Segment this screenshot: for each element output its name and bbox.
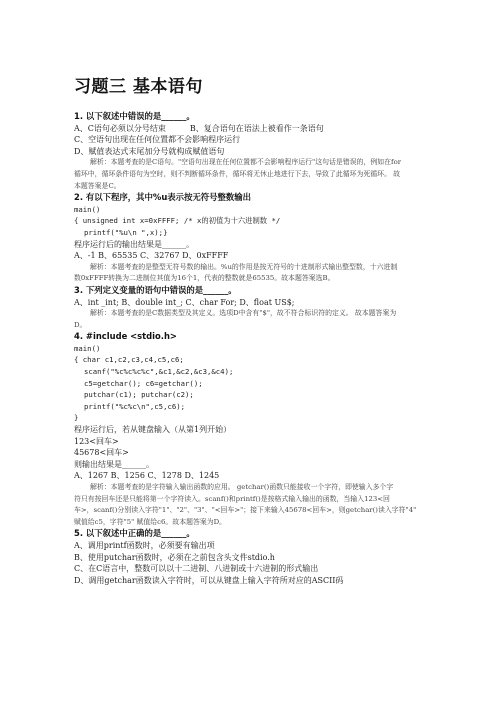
- text-line: 45678<回车>: [74, 448, 129, 458]
- code-line: printf("%u\n ",x);}: [84, 227, 168, 237]
- code-line: putchar(c1); putchar(c2);: [84, 390, 194, 400]
- code-line: { unsigned int x=0xFFFF; /* x的初值为十六进制数 */: [74, 216, 281, 226]
- explanation-line: 解析：本题考查的是整型无符号数的输出。%u的作用是按无符号的十进制形式输出整型数，十六进制: [90, 262, 398, 271]
- explanation-line: 解析：本题考查的是C数据类型及其定义。选项D中含有"$"，故不符合标识符的定义。 故本题答案为: [90, 309, 397, 318]
- question-heading: 4. #include <stdio.h>: [74, 331, 177, 342]
- text-line: D、调用getchar函数读入字符时，可以从键盘上输入字符所对应的ASCII码: [74, 575, 344, 585]
- explanation-line: 解析：本题考查的是字符输入输出函数的应用。 getchar()函数只能接收一个字符，即使输入多个字: [90, 483, 394, 491]
- text-line: A、-1 B、65535 C、32767 D、0xFFFF: [74, 251, 229, 261]
- text-line: D、赋值表达式末尾加分号就构成赋值语句: [74, 146, 225, 156]
- code-line: printf("%c%c\n",c5,c6);: [84, 401, 186, 411]
- question-heading: 1. 以下叙述中错误的是______。: [74, 111, 195, 121]
- text-line: 程序运行后，若从键盘输入（从第1列开始）: [74, 425, 232, 435]
- code-line: scanf("%c%c%c%c",&c1,&c2,&c3,&c4);: [84, 367, 234, 377]
- text-line: 123<回车>: [74, 436, 119, 446]
- text-line: A、C语句必须以分号结束 B、复合语句在语法上被看作一条语句: [74, 123, 324, 133]
- question-heading: 2. 有以下程序，其中%u表示按无符号整数输出: [74, 192, 252, 203]
- explanation-line: D。: [74, 320, 87, 329]
- explanation-line: 车>，scanf()分别读入字符"1"、"2"、"3"、"<回车>"；接下来输入45678<回车>，则getchar()读入字符"4": [74, 506, 417, 515]
- text-line: C、在C语言中，整数可以以十二进制、八进制或十六进制的形式输出: [74, 564, 319, 574]
- text-line: 则输出结果是______。: [74, 459, 154, 469]
- explanation-line: 本题答案是C。: [74, 181, 121, 190]
- code-line: main(): [74, 204, 101, 214]
- exercise-content: [74, 111, 484, 586]
- explanation-line: 循环中，循环条件语句为空时，则不判断循环条件，循环将无休止地进行下去，导致了此循环为死循环。 故: [74, 169, 401, 178]
- text-line: B、使用putchar函数时，必须在之前包含头文件stdio.h: [74, 552, 275, 562]
- code-line: { char c1,c2,c3,c4,c5,c6;: [74, 355, 184, 365]
- question-heading: 5. 以下叙述中正确的是______。: [74, 528, 195, 539]
- text-line: C、空语句出现在任何位置都不会影响程序运行: [74, 135, 241, 145]
- question-heading: 3. 下列定义变量的语句中错误的是______。: [74, 284, 237, 295]
- code-line: }: [74, 413, 79, 423]
- code-line: main(): [74, 343, 101, 353]
- text-line: A、int _int; B、double int_; C、char For; D、float US$;: [74, 297, 295, 307]
- text-line: 程序运行后的输出结果是______。: [74, 239, 194, 249]
- page-title: 习题三 基本语句: [74, 77, 203, 97]
- explanation-line: 数0xFFFF转换为二进制位其值为16个1，代表的整数就是65535。故本题答案选B。: [74, 274, 335, 283]
- explanation-line: 符只有按回车还是只能将第一个字符读入。scanf()和printf()是按格式输入输出的函数，当输入123<回: [74, 494, 390, 503]
- explanation-line: 赋值给c5，字符"5" 赋值给c6。故本题答案为D。: [74, 517, 227, 526]
- text-line: A、调用printf函数时，必须要有输出项: [74, 540, 215, 550]
- explanation-line: 解析：本题考查的是C语句。"空语句出现在任何位置都不会影响程序运行"这句话是错误的，例如在for: [90, 158, 402, 167]
- text-line: A、1267 B、1256 C、1278 D、1245: [74, 471, 220, 481]
- code-line: c5=getchar(); c6=getchar();: [84, 378, 203, 388]
